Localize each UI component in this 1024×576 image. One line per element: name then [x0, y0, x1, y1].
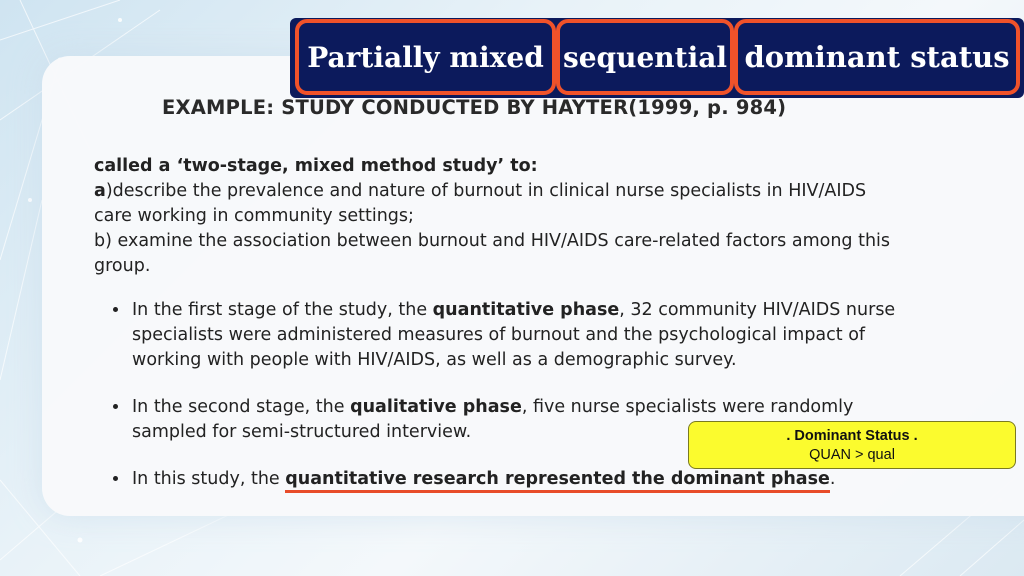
list-item: • In the second stage, the qualitative phase, five nurse specialists were randomly sampled for semi-structured interview. [130, 395, 900, 445]
aim-a-text: )describe the prevalence and nature of burnout in clinical nurse specialists in HIV/AIDS care working in community settings; [94, 181, 867, 226]
aim-b: b) examine the association between burnout and HIV/AIDS care-related factors among this group. [94, 231, 891, 276]
title-segment-sequential: sequential [556, 19, 734, 95]
list-item: • In the first stage of the study, the quantitative phase, 32 community HIV/AIDS nurse specialists were administered measures of burnout and the psychological impact of working with people with HIV/AIDS, as well as a demographic survey. [130, 298, 900, 373]
title-segment-partially-mixed: Partially mixed [295, 19, 556, 95]
study-phases-list [110, 298, 900, 514]
quantitative-phase-term: quantitative phase [432, 300, 620, 320]
aims-lead: called a ‘two-stage, mixed method study’ to: [94, 156, 538, 176]
qualitative-phase-term: qualitative phase [350, 397, 522, 417]
aim-a-label: a [94, 181, 106, 201]
callout-text: QUAN > qual [809, 447, 895, 463]
example-heading: EXAMPLE: STUDY CONDUCTED BY HAYTER(1999, p. 984) [162, 96, 787, 119]
dominant-status-callout [688, 421, 1016, 469]
aim-a [94, 179, 904, 229]
dominant-phase-emphasis: quantitative research represented the dominant phase [285, 469, 830, 493]
list-item: • In this study, the quantitative research represented the dominant phase. [130, 467, 900, 492]
callout-title: . Dominant Status . [786, 428, 918, 444]
title-segment-dominant-status: dominant status [734, 19, 1020, 95]
study-aims [94, 154, 904, 279]
